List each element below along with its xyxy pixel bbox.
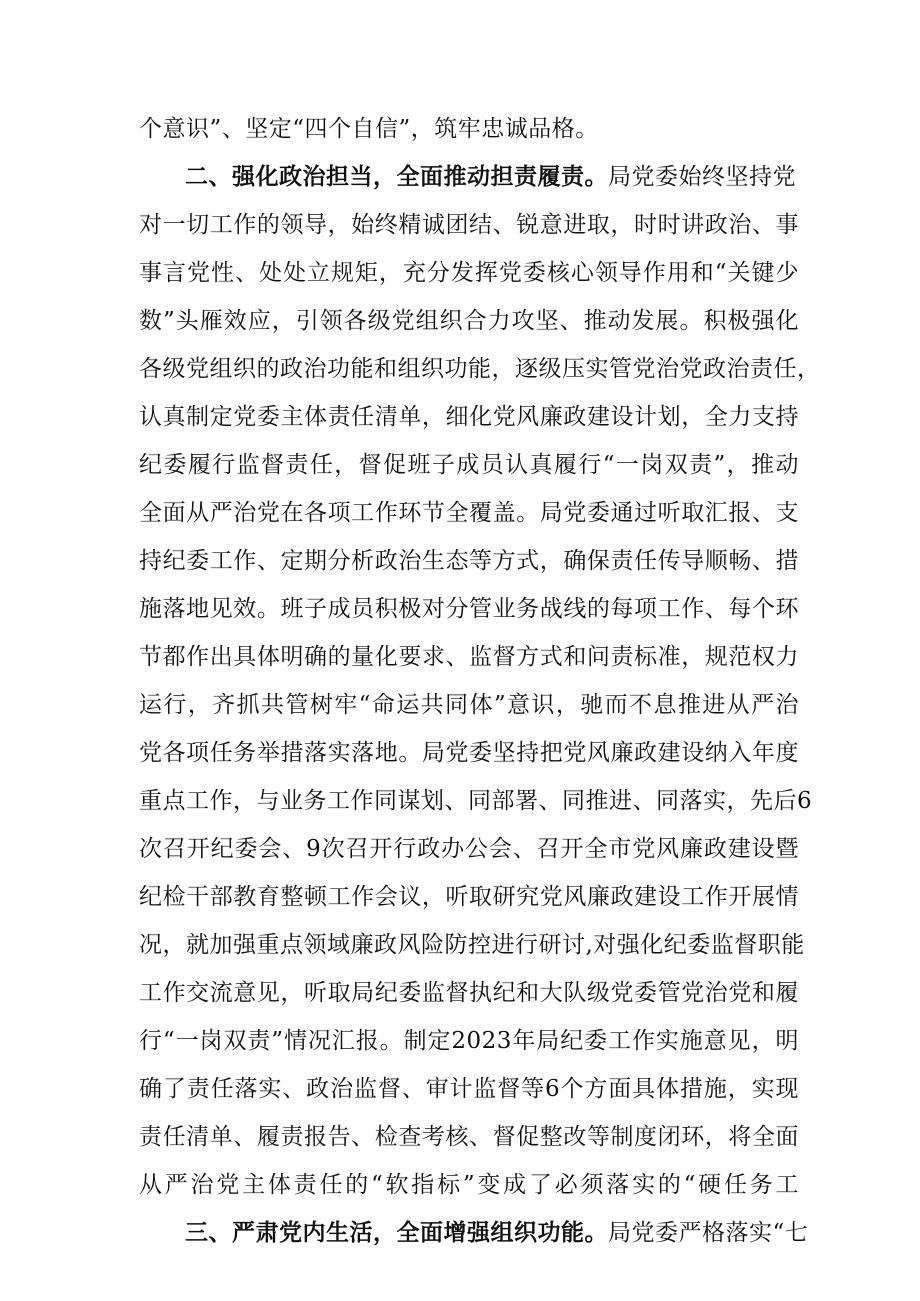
paragraph-line: 纪检干部教育整顿工作会议，听取研究党风廉政建设工作开展情 bbox=[139, 884, 799, 910]
section-3-first-line bbox=[185, 1217, 809, 1249]
paragraph-line: 行“一岗双责”情况汇报。制定2023年局纪委工作实施意见，明 bbox=[139, 1028, 799, 1054]
paragraph-line: 对一切工作的领导，始终精诚团结、锐意进取，时时讲政治、事 bbox=[139, 212, 799, 238]
paragraph-line: 全面从严治党在各项工作环节全覆盖。局党委通过听取汇报、支 bbox=[139, 500, 799, 526]
section-2-text: 局党委始终坚持党 bbox=[608, 164, 796, 190]
section-2-heading: 二、强化政治担当，全面推动担责履责。 bbox=[185, 164, 608, 190]
paragraph-line: 施落地见效。班子成员积极对分管业务战线的每项工作、每个环 bbox=[139, 596, 799, 622]
paragraph-line: 各级党组织的政治功能和组织功能，逐级压实管党治党政治责任， bbox=[139, 356, 821, 382]
paragraph-line: 个意识”、坚定“四个自信”，筑牢忠诚品格。 bbox=[139, 116, 599, 142]
paragraph-line: 事言党性、处处立规矩，充分发挥党委核心领导作用和“关键少 bbox=[139, 260, 799, 286]
paragraph-line: 次召开纪委会、9次召开行政办公会、召开全市党风廉政建设暨 bbox=[139, 836, 799, 862]
paragraph-line: 数”头雁效应，引领各级党组织合力攻坚、推动发展。积极强化 bbox=[139, 308, 799, 334]
paragraph-line: 持纪委工作、定期分析政治生态等方式，确保责任传导顺畅、措 bbox=[139, 548, 799, 574]
section-3-text: 局党委严格落实“七 bbox=[608, 1220, 809, 1246]
paragraph-line: 从严治党主体责任的“软指标”变成了必须落实的“硬任务工 bbox=[139, 1172, 799, 1198]
section-2-first-line bbox=[185, 161, 799, 193]
paragraph-line: 责任清单、履责报告、检查考核、督促整改等制度闭环，将全面 bbox=[139, 1124, 799, 1150]
paragraph-line: 运行，齐抓共管树牢“命运共同体”意识，驰而不息推进从严治 bbox=[139, 692, 799, 718]
paragraph-line: 节都作出具体明确的量化要求、监督方式和问责标准，规范权力 bbox=[139, 644, 799, 670]
paragraph-line: 确了责任落实、政治监督、审计监督等6个方面具体措施，实现 bbox=[139, 1076, 799, 1102]
paragraph-line: 重点工作，与业务工作同谋划、同部署、同推进、同落实，先后6 bbox=[139, 788, 813, 814]
paragraph-line: 况，就加强重点领域廉政风险防控进行研讨,对强化纪委监督职能 bbox=[139, 932, 805, 958]
paragraph-line: 党各项任务举措落实落地。局党委坚持把党风廉政建设纳入年度 bbox=[139, 740, 799, 766]
paragraph-line: 认真制定党委主体责任清单，细化党风廉政建设计划，全力支持 bbox=[139, 404, 799, 430]
paragraph-line: 工作交流意见，听取局纪委监督执纪和大队级党委管党治党和履 bbox=[139, 980, 799, 1006]
paragraph-line: 纪委履行监督责任，督促班子成员认真履行“一岗双责”，推动 bbox=[139, 452, 799, 478]
section-3-heading: 三、严肃党内生活，全面增强组织功能。 bbox=[185, 1220, 608, 1246]
